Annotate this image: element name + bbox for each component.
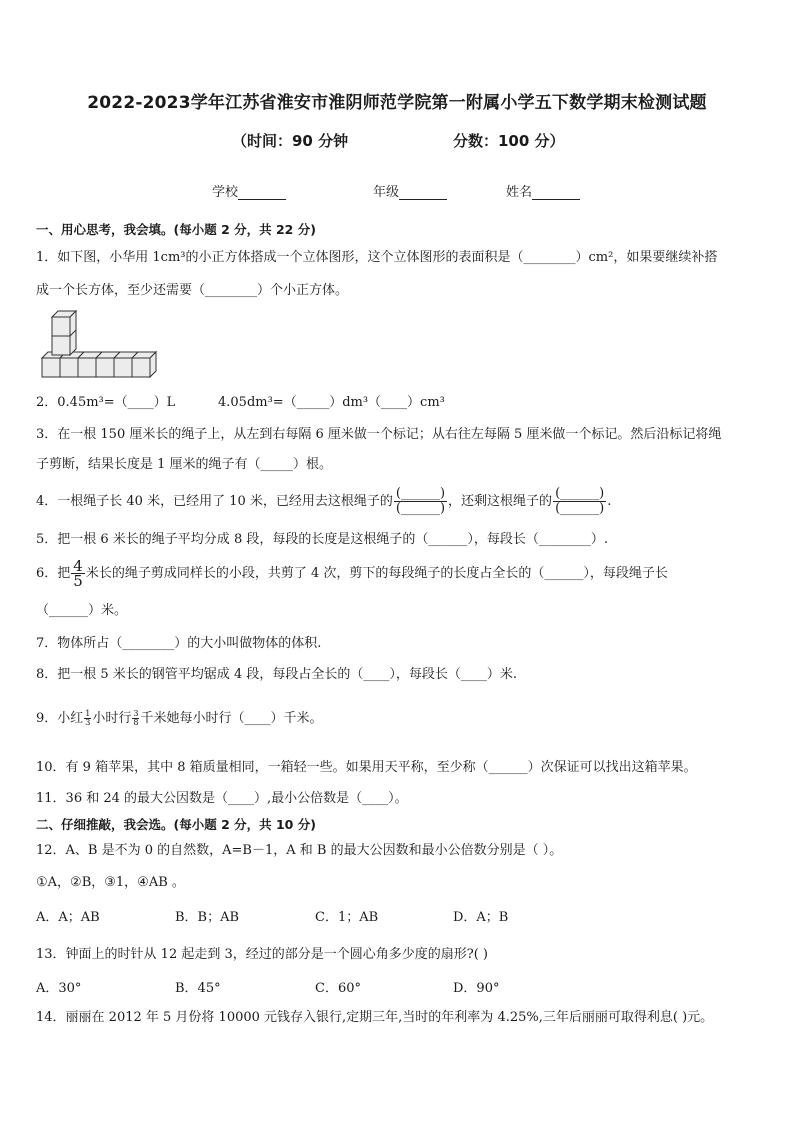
name-blank[interactable] <box>532 186 580 200</box>
question-4-denominator-1: (______) <box>395 501 446 516</box>
question-13-option-b[interactable]: B．45° <box>175 981 221 996</box>
question-6-line-1 <box>36 558 668 590</box>
question-13-option-d[interactable]: D．90° <box>453 981 500 996</box>
question-4-denominator-2: (______) <box>555 501 605 516</box>
question-4-text-2: ，还剩这根绳子的 <box>448 494 553 509</box>
grade-field <box>373 181 447 200</box>
question-6-denominator: 5 <box>73 572 83 590</box>
question-4-numerator-1: (______) <box>395 486 446 501</box>
question-13: 13．钟面上的时针从 12 起走到 3，经过的部分是一个圆心角多少度的扇形?( ) <box>36 947 488 962</box>
exam-time: （时间：90 分钟 <box>232 132 349 150</box>
school-blank[interactable] <box>238 186 286 200</box>
question-6-fraction <box>71 559 85 588</box>
question-12-option-b[interactable]: B．B；AB <box>175 910 240 925</box>
question-6-line-2: （______）米。 <box>36 603 128 618</box>
question-2-part-2: 4.05dm³=（_____）dm³（____）cm³ <box>218 395 445 410</box>
question-9 <box>36 710 323 727</box>
grade-blank[interactable] <box>399 186 447 200</box>
question-3-line-1: 3．在一根 150 厘米长的绳子上，从左到右每隔 6 厘米做一个标记；从右往左每隔 5 厘米做一个标记。然后沿标记将绳 <box>36 427 722 442</box>
question-9-text-1: 9．小红 <box>36 711 84 726</box>
question-1-line-1: 1．如下图，小华用 1cm³的小正方体搭成一个立体图形，这个立体图形的表面积是（________）cm²，如果要继续补搭 <box>36 250 718 265</box>
question-6-text-2: 米长的绳子剪成同样长的小段，共剪了 4 次，剪下的每段绳子的长度占全长的（______），每段绳子长 <box>85 566 668 581</box>
question-9-fraction-1 <box>84 710 91 727</box>
question-6-numerator: 4 <box>73 557 83 575</box>
question-9-fraction-2 <box>132 710 139 727</box>
question-9-text-3: 千米她每小时行（____）千米。 <box>140 711 323 726</box>
question-13-option-c[interactable]: C．60° <box>315 981 361 996</box>
question-9-fraction-2-numerator: 3 <box>133 709 139 718</box>
question-4-numerator-2: (______) <box>555 486 605 501</box>
question-2-part-1: 2．0.45m³=（____）L <box>36 395 176 410</box>
exam-title: 2022-2023学年江苏省淮安市淮阴师范学院第一附属小学五下数学期末检测试题 <box>87 93 707 113</box>
question-5: 5．把一根 6 米长的绳子平均分成 8 段，每段的长度是这根绳子的（______），每段长（________）. <box>36 532 608 547</box>
question-12-option-d[interactable]: D．A；B <box>453 910 509 925</box>
question-4-fraction-2 <box>553 487 606 516</box>
question-12-items: ①A，②B，③1，④AB 。 <box>36 875 185 890</box>
question-4-text-1: 4．一根绳子长 40 米，已经用了 10 米，已经用去这根绳子的 <box>36 494 393 509</box>
grade-label: 年级 <box>373 185 400 200</box>
question-9-fraction-1-numerator: 1 <box>85 709 91 718</box>
question-3-line-2: 子剪断，结果长度是 1 厘米的绳子有（_____）根。 <box>36 457 333 472</box>
name-field <box>506 181 580 200</box>
question-4-text-3: . <box>607 494 612 509</box>
section-2-heading: 二、仔细推敲，我会选。(每小题 2 分，共 10 分) <box>36 817 316 832</box>
question-12-option-a[interactable]: A．A；AB <box>36 910 100 925</box>
school-field <box>212 181 286 200</box>
question-1-line-2: 成一个长方体，至少还需要（________）个小正方体。 <box>36 283 349 298</box>
exam-score: 分数：100 分） <box>453 132 565 150</box>
name-label: 姓名 <box>506 185 533 200</box>
question-14: 14．丽丽在 2012 年 5 月份将 10000 元钱存入银行,定期三年,当时的年利率为 4.25%,三年后丽丽可取得利息( )元。 <box>36 1010 714 1025</box>
question-9-fraction-2-denominator: 8 <box>133 718 139 727</box>
section-1-heading: 一、用心思考，我会填。(每小题 2 分，共 22 分) <box>36 222 316 237</box>
question-13-option-a[interactable]: A．30° <box>36 981 82 996</box>
cube-figure <box>36 308 160 382</box>
question-4 <box>36 487 611 516</box>
question-9-fraction-1-denominator: 3 <box>85 718 91 727</box>
question-7: 7．物体所占（________）的大小叫做物体的体积. <box>36 636 322 651</box>
question-8: 8．把一根 5 米长的钢管平均锯成 4 段，每段占全长的（____），每段长（____）米. <box>36 667 517 682</box>
question-12-option-c[interactable]: C．1；AB <box>315 910 379 925</box>
question-6-text-1: 6．把 <box>36 566 71 581</box>
question-11: 11．36 和 24 的最大公因数是（____）,最小公倍数是（____）。 <box>36 791 408 806</box>
question-9-text-2: 小时行 <box>92 711 132 726</box>
school-label: 学校 <box>212 185 239 200</box>
question-12: 12．A、B 是不为 0 的自然数，A=B－1，A 和 B 的最大公因数和最小公倍数分别是（ ）。 <box>36 843 563 858</box>
question-4-fraction-1 <box>394 487 447 516</box>
question-10: 10．有 9 箱苹果，其中 8 箱质量相同，一箱轻一些。如果用天平称，至少称（______）次保证可以找出这箱苹果。 <box>36 760 697 775</box>
